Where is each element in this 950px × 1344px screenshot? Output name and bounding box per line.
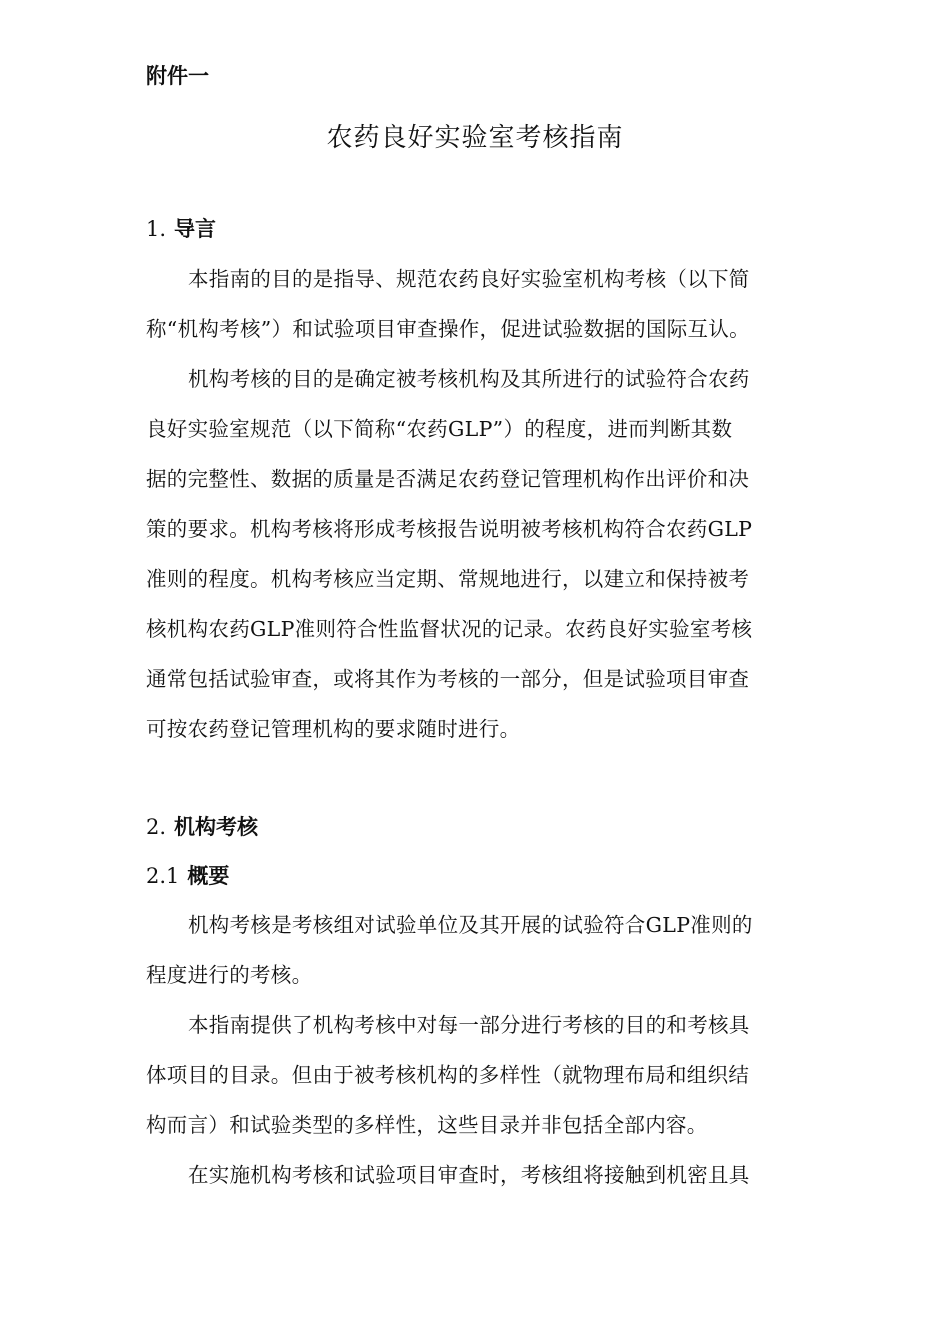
section-title: 概要	[187, 864, 230, 888]
section-number: 1.	[146, 217, 167, 241]
paragraph-purpose	[146, 254, 806, 354]
section-heading-2-1	[146, 862, 229, 890]
paragraph-line: 策的要求。机构考核将形成考核报告说明被考核机构符合农药GLP	[146, 517, 753, 541]
paragraph-line: 据的完整性、数据的质量是否满足农药登记管理机构作出评价和决	[146, 467, 750, 491]
section-heading-2	[146, 813, 258, 841]
paragraph-line: 在实施机构考核和试验项目审查时，考核组将接触到机密且具	[188, 1163, 750, 1187]
paragraph-line: 本指南提供了机构考核中对每一部分进行考核的目的和考核具	[188, 1013, 750, 1037]
paragraph-line: 称“机构考核”）和试验项目审查操作，促进试验数据的国际互认。	[146, 317, 750, 341]
paragraph-line: 体项目的目录。但由于被考核机构的多样性（就物理布局和组织结	[146, 1063, 750, 1087]
paragraph-line: 机构考核是考核组对试验单位及其开展的试验符合GLP准则的	[188, 913, 753, 937]
paragraph-line: 准则的程度。机构考核应当定期、常规地进行，以建立和保持被考	[146, 567, 750, 591]
paragraph-line: 本指南的目的是指导、规范农药良好实验室机构考核（以下简	[188, 267, 750, 291]
section-title: 机构考核	[174, 815, 259, 839]
paragraph-line: 可按农药登记管理机构的要求随时进行。	[146, 717, 521, 741]
paragraph-objective	[146, 354, 806, 754]
document-title: 农药良好实验室考核指南	[326, 123, 624, 153]
section-title: 导言	[174, 217, 217, 241]
section-number: 2.1	[146, 864, 180, 888]
paragraph-line: 良好实验室规范（以下简称“农药GLP”）的程度，进而判断其数	[146, 417, 733, 441]
section-heading-1	[146, 215, 216, 243]
paragraph-line: 构而言）和试验类型的多样性，这些目录并非包括全部内容。	[146, 1113, 708, 1137]
paragraph-guide-scope	[146, 1000, 806, 1150]
attachment-label: 附件一	[146, 64, 209, 88]
paragraph-line: 机构考核的目的是确定被考核机构及其所进行的试验符合农药	[188, 367, 750, 391]
paragraph-line: 通常包括试验审查，或将其作为考核的一部分，但是试验项目审查	[146, 667, 750, 691]
paragraph-overview	[146, 900, 806, 1000]
section-number: 2.	[146, 815, 167, 839]
paragraph-line: 核机构农药GLP准则符合性监督状况的记录。农药良好实验室考核	[146, 617, 753, 641]
paragraph-confidentiality	[146, 1150, 806, 1200]
paragraph-line: 程度进行的考核。	[146, 963, 313, 987]
